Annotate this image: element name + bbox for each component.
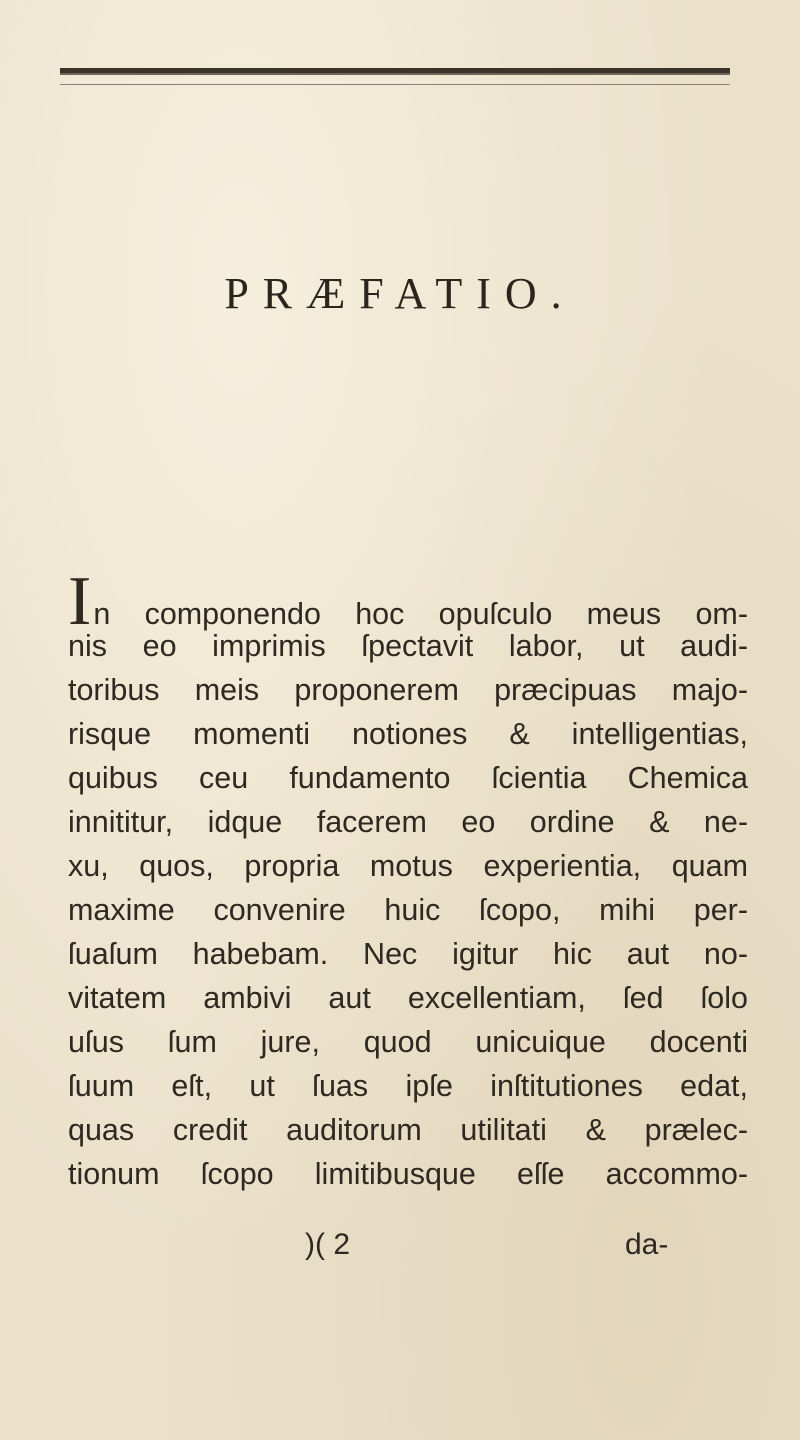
catchword: da- [625,1228,669,1261]
body-text [68,563,748,1196]
text-line-7: xu, quos, propria motus experientia, quam [68,849,748,883]
text-line-4: risque momenti notiones & intelligentias, [68,717,748,751]
text-line-1 [68,563,748,640]
text-line-8: maxime convenire huic ſcopo, mihi per- [68,893,748,927]
text-line-3: toribus meis proponerem præcipuas majo- [68,673,748,707]
text-line-11: uſus ſum jure, quod unicuique docenti [68,1025,748,1059]
text-line-5: quibus ceu fundamento ſcientia Chemica [68,761,748,795]
page-footer [0,1228,800,1272]
initial-letter: I [68,563,92,640]
text-line-13: quas credit auditorum utilitati & prælec- [68,1113,748,1147]
text-line-6: innititur, idque facerem eo ordine & ne- [68,805,748,839]
first-line-text: n componendo hoc opuſculo meus om- [93,597,748,631]
page-heading: PRÆFATIO. [224,269,576,318]
top-rule [60,68,730,75]
text-line-14: tionum ſcopo limitibusque eſſe accommo- [68,1157,748,1191]
text-line-9: ſuaſum habebam. Nec igitur hic aut no- [68,937,748,971]
text-line-10: vitatem ambivi aut excellentiam, ſed ſolo [68,981,748,1015]
text-line-2: nis eo imprimis ſpectavit labor, ut audi- [68,629,748,663]
signature-mark: )( 2 [305,1228,350,1261]
text-line-12: ſuum eſt, ut ſuas ipſe inſtitutiones edat, [68,1069,748,1103]
top-rule-thin [60,84,730,85]
